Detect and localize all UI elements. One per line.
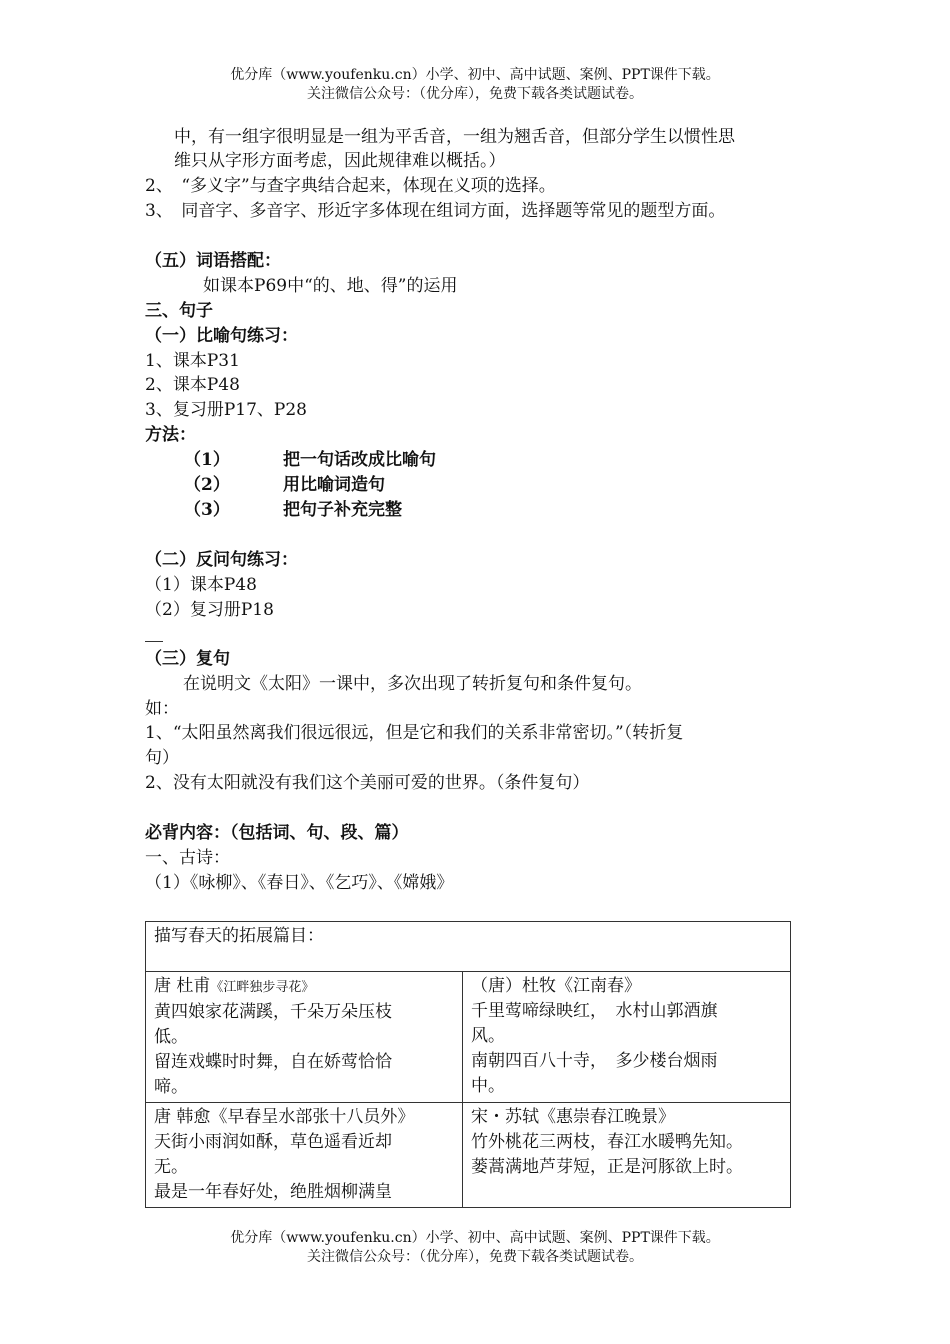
poem-line: 千里莺啼绿映红， 水村山郭酒旗 bbox=[471, 1001, 718, 1021]
poem-line: 蒌蒿满地芦芽短，正是河豚欲上时。 bbox=[471, 1157, 743, 1177]
poem-line: 最是一年春好处，绝胜烟柳满皇 bbox=[154, 1182, 392, 1202]
section-heading-sentences: 三、句子 bbox=[145, 301, 213, 321]
poem-line: 中。 bbox=[471, 1076, 505, 1096]
table-cell bbox=[463, 972, 791, 1103]
list-item: （2）复习册P18 bbox=[145, 600, 274, 620]
poem-author: 唐 杜甫《江畔独步寻花》 bbox=[154, 976, 315, 996]
list-item: 3、复习册P17、P28 bbox=[145, 400, 307, 420]
section-heading-5: （五）词语搭配： bbox=[145, 251, 281, 271]
poem-heading: （唐）杜牧《江南春》 bbox=[471, 976, 641, 996]
paragraph-continued-1: 中，有一组字很明显是一组为平舌音，一组为翘舌音，但部分学生以惯性思 bbox=[174, 127, 735, 147]
list-item: 1、课本P31 bbox=[145, 351, 240, 371]
example-1-line-2: 句） bbox=[145, 748, 179, 768]
must-recite-heading: 必背内容：（包括词、句、段、篇） bbox=[145, 823, 409, 843]
method-heading: 方法： bbox=[145, 425, 196, 445]
method-number: （3） bbox=[184, 500, 230, 520]
header-line-1: 优分库（www.youfenku.cn）小学、初中、高中试题、案例、PPT课件下载。 bbox=[230, 67, 720, 83]
table-cell bbox=[146, 1103, 463, 1208]
poem-line: 啼。 bbox=[154, 1077, 188, 1097]
poem-heading: 唐 韩愈《早春呈水部张十八员外》 bbox=[154, 1107, 415, 1127]
complex-intro: 在说明文《太阳》一课中，多次出现了转折复句和条件复句。 bbox=[183, 674, 642, 694]
poem-line: 竹外桃花三两枝，春江水暖鸭先知。 bbox=[471, 1132, 743, 1152]
method-number: （2） bbox=[184, 475, 230, 495]
divider-dash bbox=[145, 641, 163, 642]
poem-line: 天街小雨润如酥，草色遥看近却 bbox=[154, 1132, 392, 1152]
method-text: 把一句话改成比喻句 bbox=[283, 450, 436, 470]
header-line-2: 关注微信公众号：（优分库），免费下载各类试题试卷。 bbox=[307, 86, 643, 102]
poetry-heading: 一、古诗： bbox=[145, 848, 230, 868]
poem-line: 南朝四百八十寺， 多少楼台烟雨 bbox=[471, 1051, 718, 1071]
method-number: （1） bbox=[184, 450, 230, 470]
poem-line: 黄四娘家花满蹊，千朵万朵压枝 bbox=[154, 1002, 392, 1022]
paragraph-continued-2: 维只从字形方面考虑，因此规律难以概括。） bbox=[174, 151, 506, 171]
list-item: （1）课本P48 bbox=[145, 575, 257, 595]
subheading-metaphor: （一）比喻句练习： bbox=[145, 326, 298, 346]
spring-poems-table bbox=[145, 921, 791, 1208]
footer-line-1: 优分库（www.youfenku.cn）小学、初中、高中试题、案例、PPT课件下载。 bbox=[230, 1230, 720, 1246]
method-text: 用比喻词造句 bbox=[283, 475, 385, 495]
poem-line: 无。 bbox=[154, 1157, 188, 1177]
poem-list: （1）《咏柳》、《春日》、《乞巧》、《嫦娥》 bbox=[145, 873, 454, 893]
poem-line: 风。 bbox=[471, 1026, 505, 1046]
table-title: 描写春天的拓展篇目： bbox=[146, 922, 791, 972]
example-1-line-1: 1、“太阳虽然离我们很远很远，但是它和我们的关系非常密切。”（转折复 bbox=[145, 723, 684, 743]
method-text: 把句子补充完整 bbox=[283, 500, 402, 520]
subheading-complex: （三）复句 bbox=[145, 649, 230, 669]
table-cell bbox=[463, 1103, 791, 1208]
poem-line: 低。 bbox=[154, 1027, 188, 1047]
table-cell bbox=[146, 972, 463, 1103]
list-item-3: 3、 同音字、多音字、形近字多体现在组词方面，选择题等常见的题型方面。 bbox=[145, 201, 726, 221]
subheading-rhetorical: （二）反问句练习： bbox=[145, 550, 298, 570]
footer-line-2: 关注微信公众号：（优分库），免费下载各类试题试卷。 bbox=[307, 1249, 643, 1265]
example-label: 如： bbox=[145, 699, 179, 719]
poem-line: 留连戏蝶时时舞，自在娇莺恰恰 bbox=[154, 1052, 392, 1072]
poem-heading: 宋・苏轼《惠崇春江晚景》 bbox=[471, 1107, 675, 1127]
list-item-2: 2、 “多义字”与查字典结合起来，体现在义项的选择。 bbox=[145, 176, 556, 196]
example-2: 2、没有太阳就没有我们这个美丽可爱的世界。（条件复句） bbox=[145, 773, 590, 793]
section-5-text: 如课本P69中“的、地、得”的运用 bbox=[203, 276, 458, 296]
poem-title: 《江畔独步寻花》 bbox=[210, 980, 315, 995]
list-item: 2、课本P48 bbox=[145, 375, 240, 395]
